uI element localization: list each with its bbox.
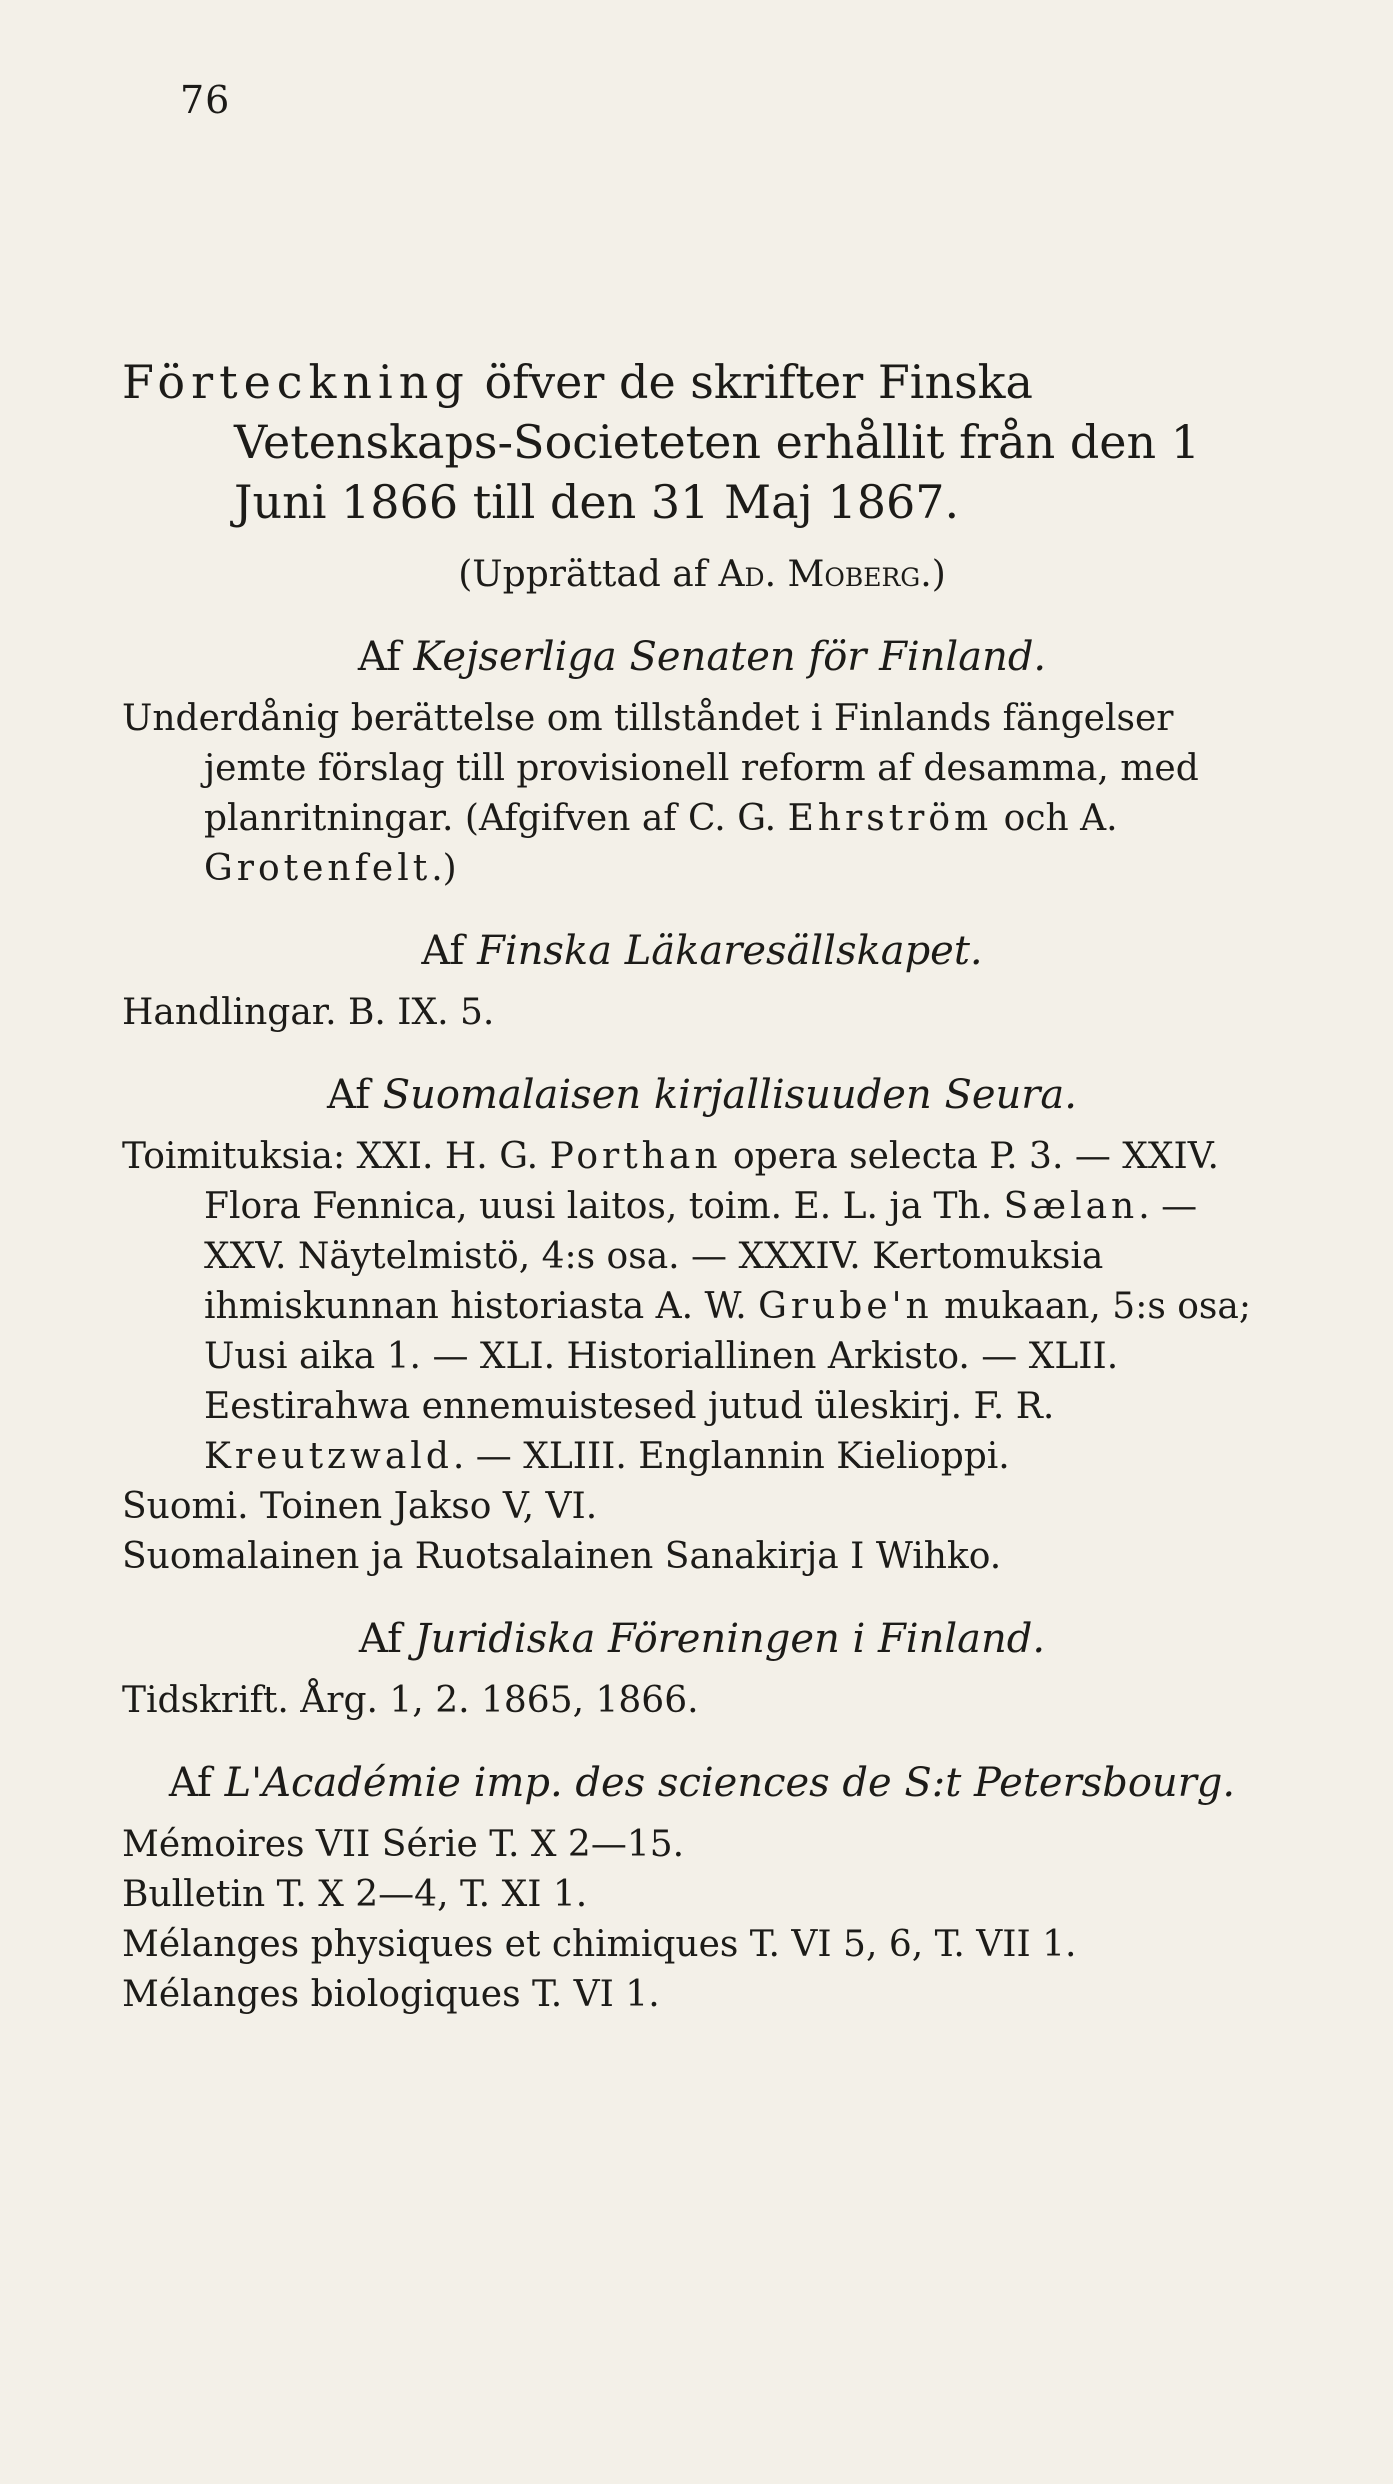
donor-heading <box>122 924 1282 978</box>
entry-text: och A. <box>992 798 1118 839</box>
donor-heading <box>122 1756 1282 1810</box>
entry-line: Mélanges physiques et chimiques T. VI 5, 6, T. VII 1. <box>122 1924 1077 1965</box>
entry-text: .) <box>431 848 457 889</box>
entry-person-name: Porthan <box>549 1136 722 1177</box>
compiler-prefix: (Upprättad af <box>458 554 719 595</box>
entry-text: mukaan, 5:s osa; Uusi aika 1. — XLI. Historiallinen Arkisto. — XLII. Eestirahwa ennemuistesed jutud üleskirj. F. R. <box>204 1286 1251 1427</box>
entry-line: Suomi. Toinen Jakso V, VI. <box>122 1486 598 1527</box>
donor-name: Finska Läkaresällskapet. <box>477 928 983 974</box>
entry-person-name: Kreutzwald <box>204 1436 453 1477</box>
page-body <box>122 352 1282 2020</box>
donor-af: Af <box>358 1616 415 1662</box>
heading-lead-word: Förteckning <box>122 355 470 409</box>
compiler-note <box>122 550 1282 600</box>
entry-person-name: Sælan <box>1003 1186 1139 1227</box>
entry-text: opera selecta P. 3. — XXIV. Flora Fennica, uusi laitos, toim. E. L. ja Th. <box>204 1136 1219 1227</box>
donor-name: L'Académie imp. des sciences de S:t Petersbourg. <box>224 1760 1236 1806</box>
entry-person-name: Ehrström <box>787 798 993 839</box>
donor-heading <box>122 1068 1282 1122</box>
entry-text: . — XLIII. Englannin Kielioppi. <box>452 1436 1010 1477</box>
page-heading <box>122 352 1282 532</box>
entry-person-name: Grotenfelt <box>204 848 432 889</box>
page-number: 76 <box>180 78 231 122</box>
entry-text: Toimituksia: XXI. H. G. <box>122 1136 550 1177</box>
donor-name: Kejserliga Senaten för Finland. <box>413 634 1047 680</box>
entry: Handlingar. B. IX. 5. <box>122 992 495 1033</box>
entry <box>122 694 1282 894</box>
entry-text: Underdånig berättelse om tillståndet i Finlands fängelser jemte förslag till provisionell reform af desamma, med planritningar. (Afgifven af C. G. <box>122 698 1199 839</box>
donor-af: Af <box>168 1760 225 1806</box>
entry-line: Suomalainen ja Ruotsalainen Sanakirja I Wihko. <box>122 1536 1002 1577</box>
compiler-suffix: ) <box>931 554 946 595</box>
entry-line: Mémoires VII Série T. X 2—15. <box>122 1824 685 1865</box>
donor-af: Af <box>421 928 478 974</box>
entry-line: Bulletin T. X 2—4, T. XI 1. <box>122 1874 588 1915</box>
heading-rest: öfver de skrifter Finska Vetenskaps-Societeten erhållit från den 1 Juni 1866 till den 31 Maj 1867. <box>234 355 1200 529</box>
entry: Tidskrift. Årg. 1, 2. 1865, 1866. <box>122 1680 699 1721</box>
donor-name: Juridiska Föreningen i Finland. <box>414 1616 1046 1662</box>
entry-text: . — XXV. Näytelmistö, 4:s osa. — XXXIV. Kertomuksia ihmiskunnan historiasta A. W. <box>204 1186 1198 1327</box>
donor-heading <box>122 630 1282 684</box>
entry <box>122 1132 1282 1482</box>
donor-af: Af <box>327 1072 383 1118</box>
donor-af: Af <box>357 634 414 680</box>
donor-name: Suomalaisen kirjallisuuden Seura. <box>382 1072 1077 1118</box>
donor-heading <box>122 1612 1282 1666</box>
compiler-name: Ad. Moberg. <box>718 554 932 595</box>
entry-person-name: Grube'n <box>758 1286 933 1327</box>
entry-line: Mélanges biologiques T. VI 1. <box>122 1974 660 2015</box>
